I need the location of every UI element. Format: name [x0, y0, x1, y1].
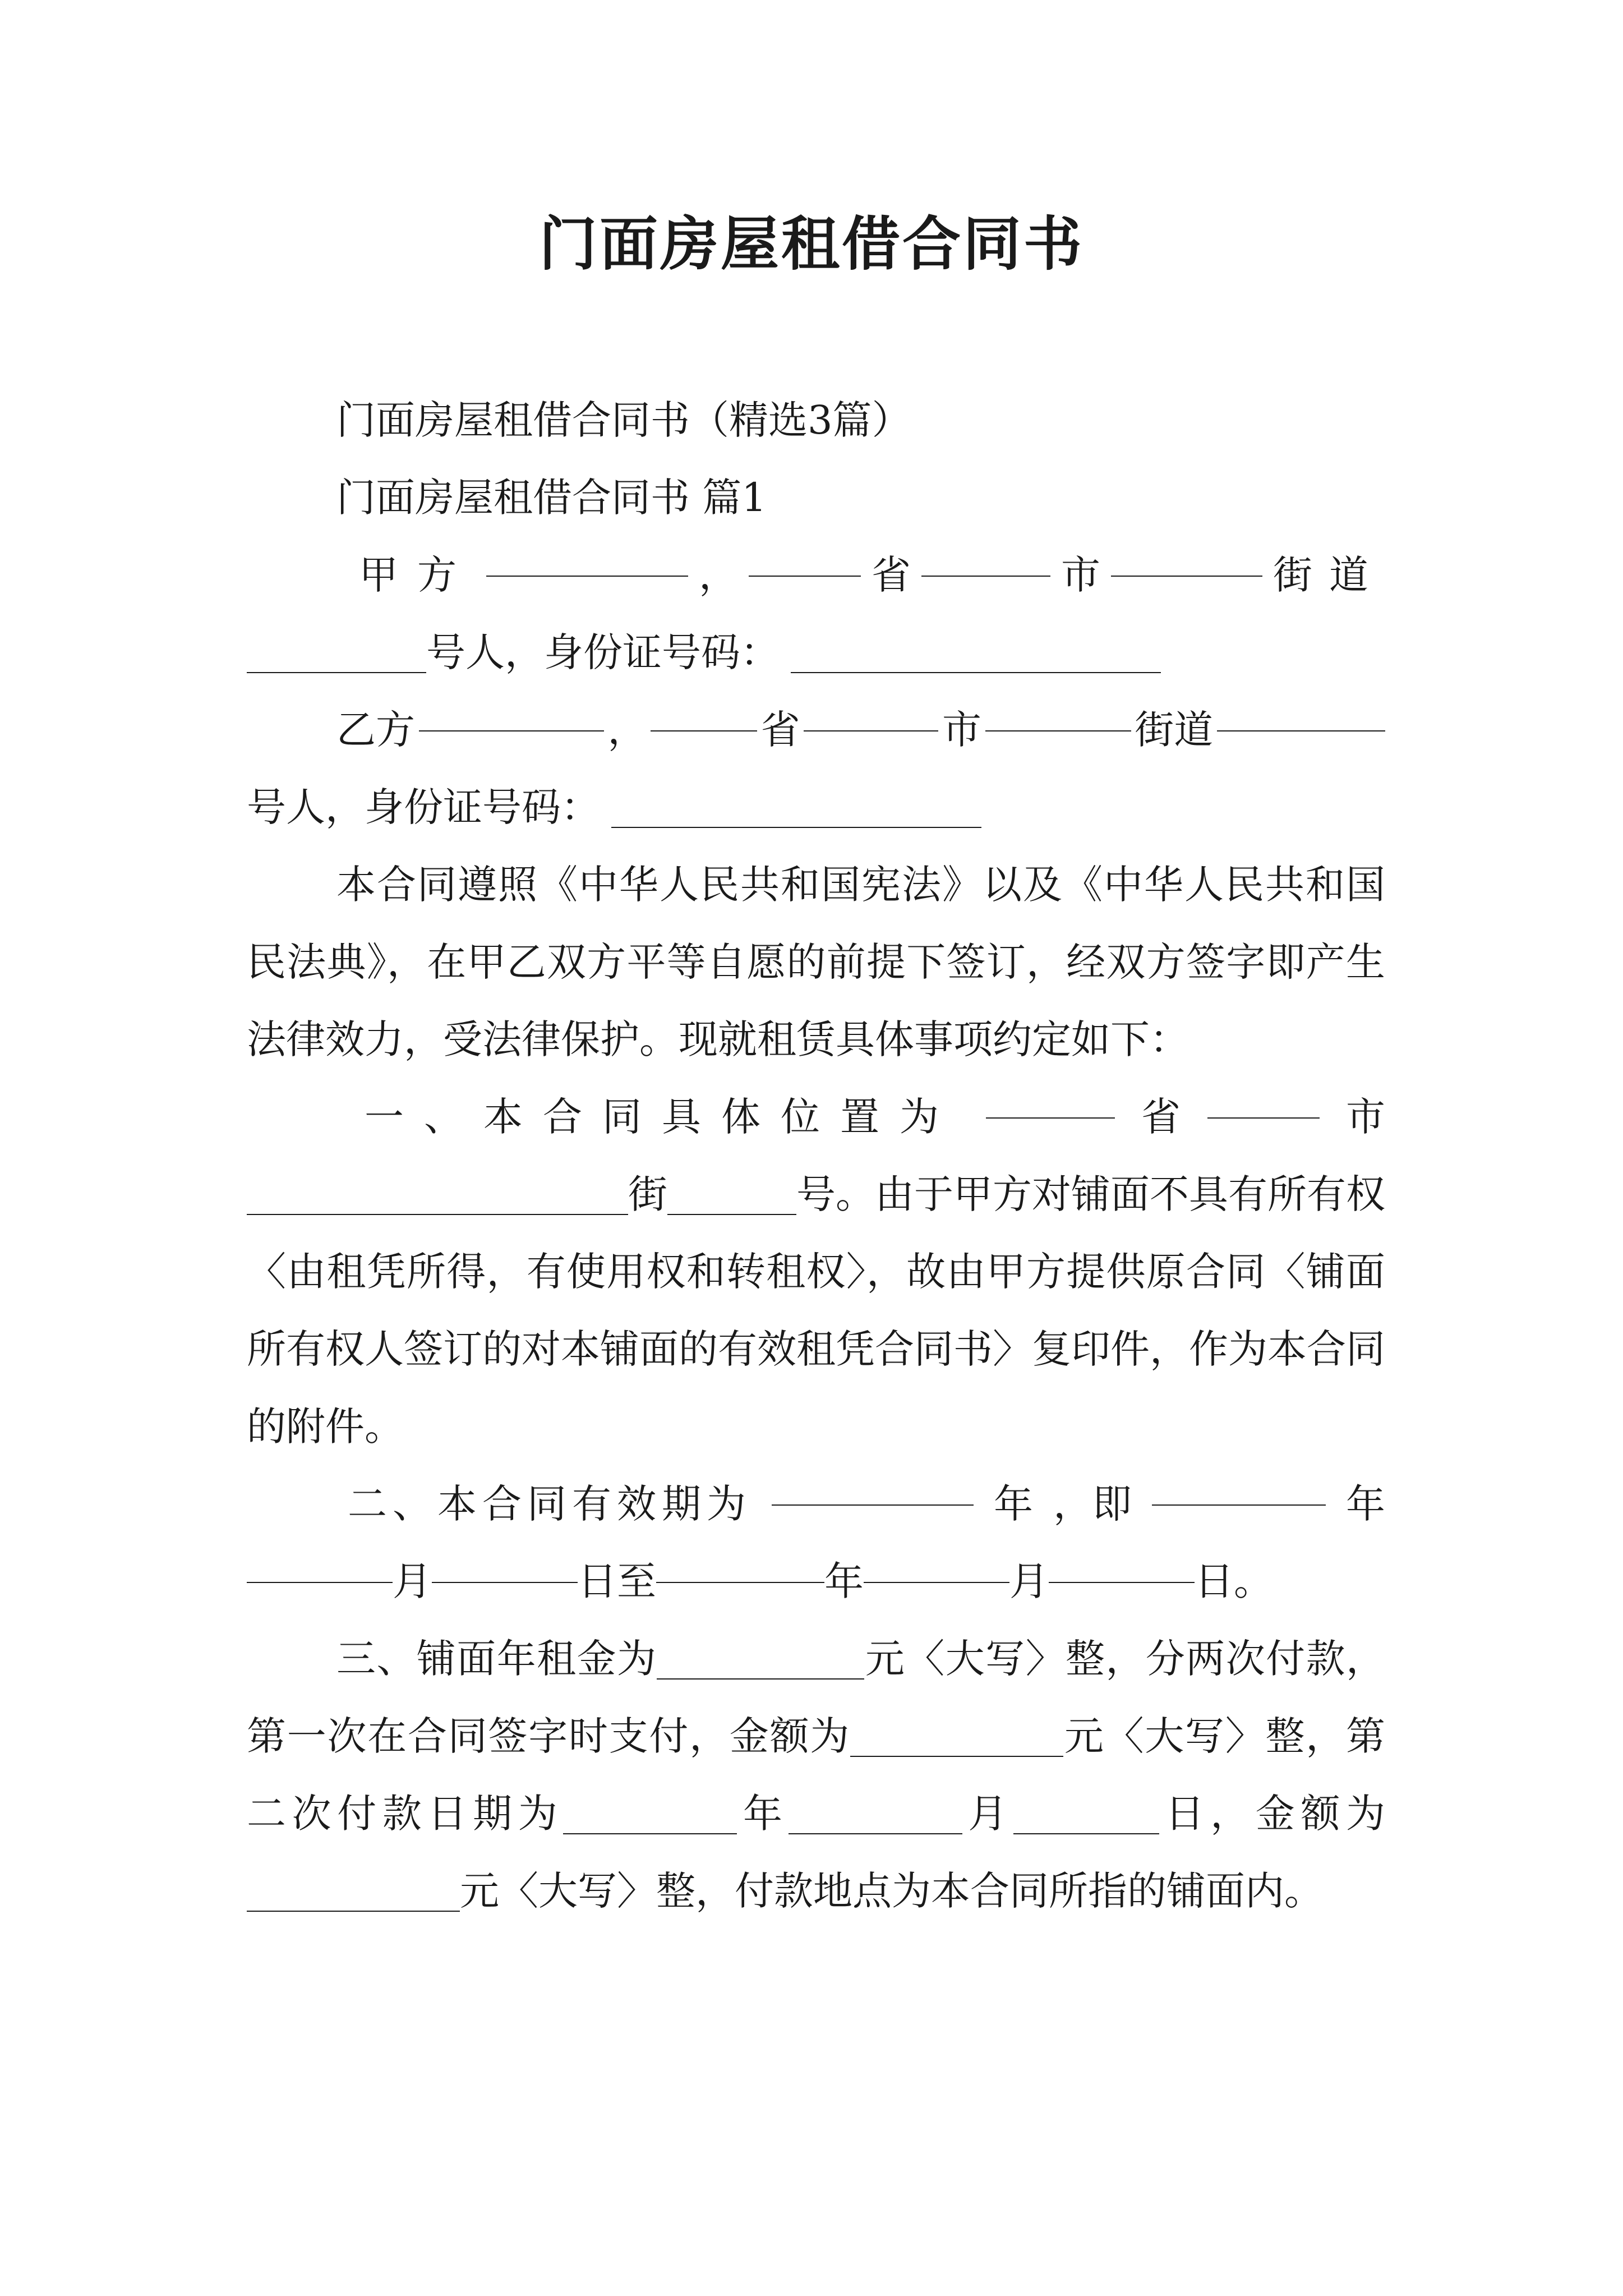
party-a-line: [247, 536, 1385, 614]
clause-3-text-3: 日，金额为: [1159, 1791, 1385, 1837]
party-b-label: 乙方: [336, 707, 415, 753]
party-a-label: 甲方: [359, 552, 476, 598]
document-body: [247, 381, 1385, 1930]
year-label: 年: [994, 1481, 1033, 1527]
province-label: 省: [760, 707, 800, 753]
blank-field: [986, 1078, 1115, 1119]
blank-field: [247, 1871, 460, 1912]
blank-field: [432, 1543, 578, 1583]
blank-field: [749, 536, 861, 577]
party-b-line-2: [247, 769, 1385, 846]
blank-field: [656, 1543, 824, 1583]
clause-3-paragraph: [247, 1620, 1385, 1930]
blank-field: [864, 1543, 1009, 1583]
comma: ，: [699, 552, 738, 598]
year-label: 年: [737, 1791, 789, 1837]
clause-1-lead: 一、本合同具体位置为: [365, 1094, 959, 1140]
section-heading: 门面房屋租借合同书 篇1: [336, 475, 767, 521]
blank-field: [247, 1543, 393, 1583]
blank-field: [486, 536, 688, 577]
id-number-field: [611, 788, 981, 828]
street-label: 街: [628, 1171, 667, 1217]
blank-field: [657, 1639, 864, 1680]
blank-field: [651, 691, 757, 731]
clause-1-line: [247, 1078, 1385, 1156]
month-label: 月: [1009, 1558, 1049, 1604]
ie-label: ，即: [1053, 1481, 1132, 1527]
clause-2-lead: 二、本合同有效期为: [348, 1481, 751, 1527]
blank-field: [850, 1717, 1063, 1757]
clause-1-rest: 号。由于甲方对铺面不具有所有权〈由租凭所得，有使用权和转租权〉，故由甲方提供原合同〈铺面所有权人签订的对本铺面的有效租凭合同书〉复印件，作为本合同的附件。: [247, 1171, 1385, 1450]
city-label: 市: [1346, 1094, 1385, 1140]
day-end-label: 日。: [1195, 1558, 1273, 1604]
clause-1-paragraph: [247, 1156, 1385, 1465]
blank-field: [921, 536, 1050, 577]
blank-field: [419, 691, 604, 731]
province-label: 省: [1141, 1094, 1181, 1140]
blank-field: [247, 633, 426, 673]
clause-2-line-2: [247, 1543, 1385, 1620]
street-label: 街道: [1135, 707, 1214, 753]
clause-2-line: [247, 1465, 1385, 1543]
city-label: 市: [942, 707, 981, 753]
blank-field: [772, 1465, 974, 1506]
blank-field: [1207, 1078, 1320, 1119]
clause-3-lead: 三、铺面年租金为: [336, 1636, 657, 1682]
party-b-line: [247, 691, 1385, 769]
party-a-line-2: [247, 614, 1385, 691]
blank-field: [1152, 1465, 1326, 1506]
blank-field: [1217, 691, 1385, 731]
preamble-paragraph: 本合同遵照《中华人民共和国宪法》以及《中华人民共和国民法典》，在甲乙双方平等自愿的前提下签订，经双方签字即产生法律效力，受法律保护。现就租赁具体事项约定如下：: [247, 862, 1385, 1062]
province-label: 省: [872, 552, 911, 598]
year-label: 年: [1346, 1481, 1385, 1527]
year-label: 年: [824, 1558, 864, 1604]
clause-3-text-4: 元〈大写〉整，付款地点为本合同所指的铺面内。: [460, 1868, 1324, 1914]
blank-field: [247, 1175, 628, 1215]
blank-field: [985, 691, 1131, 731]
blank-field: [804, 691, 938, 731]
clause-3-text-1: 元〈大写〉整，分两次付款，第一次在合同签字时支付，金额为: [247, 1636, 1386, 1759]
blank-field: [1049, 1543, 1195, 1583]
clause-3-text-2: 元〈大写〉整，第二次付款日期为: [247, 1713, 1386, 1837]
city-label: 市: [1061, 552, 1100, 598]
street-label: 街道: [1273, 552, 1385, 598]
house-id-label: 号人，身份证号码：: [426, 629, 780, 675]
blank-field: [1111, 536, 1262, 577]
day-to-label: 日至: [578, 1558, 656, 1604]
month-label: 月: [393, 1558, 432, 1604]
subtitle: 门面房屋租借合同书（精选3篇）: [336, 397, 911, 443]
id-number-field: [791, 633, 1161, 673]
blank-field: [789, 1794, 962, 1834]
blank-field: [563, 1794, 737, 1834]
comma: ，: [607, 707, 647, 753]
blank-field: [667, 1175, 796, 1215]
document-title: 门面房屋租借合同书: [538, 209, 1084, 278]
blank-field: [1013, 1794, 1159, 1834]
month-label: 月: [962, 1791, 1013, 1837]
house-id-label: 号人，身份证号码：: [247, 784, 600, 830]
